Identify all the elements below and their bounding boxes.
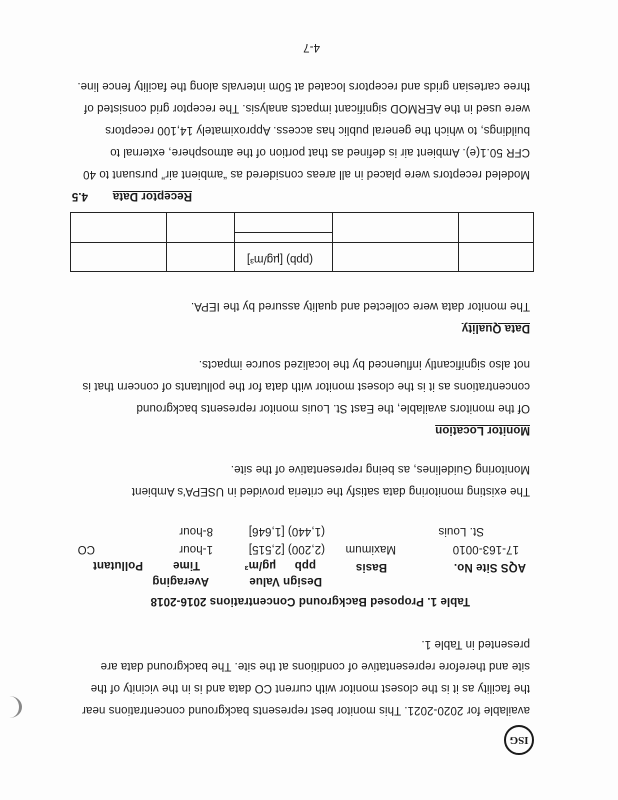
table-divider	[71, 242, 533, 243]
monitor-location-line: concentrations as it is the closest monitor with data for the pollutants of concern that is	[82, 380, 530, 392]
header-pollutant: Pollutant	[92, 559, 143, 571]
data-quality-line: The monitor data were collected and quality assured by the IEPA.	[190, 300, 530, 312]
receptor-line: buildings, to which the general public has access. Approximately 14,100 receptors	[105, 124, 530, 136]
intro-line: the facility as it is the closest monitor with current CO data and is in the vicinity of the	[90, 682, 530, 694]
header-time: Time	[172, 559, 200, 571]
monitor-location-line: Of the monitors available, the East St. Louis monitor represents background	[136, 402, 530, 414]
data-quality-heading: Data Quality	[461, 322, 530, 334]
row2-time: 8-hour	[179, 525, 213, 537]
row1-time: 1-hour	[179, 543, 213, 555]
row1-pollutant: CO	[77, 543, 95, 555]
intro-line: available for 2020-2021. This monitor best represents background concentrations near	[81, 704, 530, 716]
residual-table-units: (ppb) [µg/m³]	[246, 253, 313, 265]
logo-text: ISG	[509, 734, 529, 746]
table-divider	[235, 232, 333, 233]
receptor-line: three cartesian grids and receptors located at 50m intervals along the facility fence line.	[77, 80, 530, 92]
row2-value: (1,440) [1,646]	[248, 525, 325, 537]
monitoring-line: Monitoring Guidelines, as being representative of the site.	[230, 463, 530, 475]
receptor-heading: Receptor Data	[112, 190, 192, 202]
page-number: 4-7	[303, 41, 320, 53]
row1-basis: Maximum	[345, 543, 396, 555]
header-design-value: Design Value	[249, 575, 322, 587]
company-logo	[504, 725, 534, 755]
monitoring-line: The existing monitoring data satisfy the criteria provided in USEPA's Ambient	[131, 485, 530, 497]
row1-value: (2,200) [2,515]	[248, 543, 325, 555]
header-site-city: St. Louis	[438, 525, 484, 537]
section-number: 4.5	[71, 190, 88, 202]
table1-title: Table 1. Proposed Background Concentrations 2016-2018	[150, 595, 470, 607]
scan-edge-mark	[0, 696, 22, 718]
header-basis: Basis	[355, 561, 387, 573]
intro-line: presented in Table 1.	[421, 638, 530, 650]
header-averaging: Averaging	[152, 575, 209, 587]
monitor-location-heading: Monitor Location	[435, 424, 530, 436]
residual-table	[70, 212, 534, 272]
header-site-code: 17-163-0010	[452, 543, 519, 555]
receptor-line: Modeled receptors were placed in all areas considered as “ambient air” pursuant to 40	[82, 168, 530, 180]
receptor-line: CFR 50.1(e). Ambient air is defined as that portion of the atmosphere, external to	[110, 146, 530, 158]
intro-line: site and therefore representative of conditions at the site. The background data are	[100, 660, 530, 672]
receptor-line: were used in the AERMOD significant impacts analysis. The receptor grid consisted of	[83, 102, 530, 114]
header-design-unit-ppb: ppb	[294, 559, 316, 571]
header-design-unit-ugm3: µg/m³	[244, 559, 276, 571]
header-site-no: AQS Site No.	[453, 561, 526, 573]
monitor-location-line: not also significantly influenced by the localized source impacts.	[198, 358, 530, 370]
